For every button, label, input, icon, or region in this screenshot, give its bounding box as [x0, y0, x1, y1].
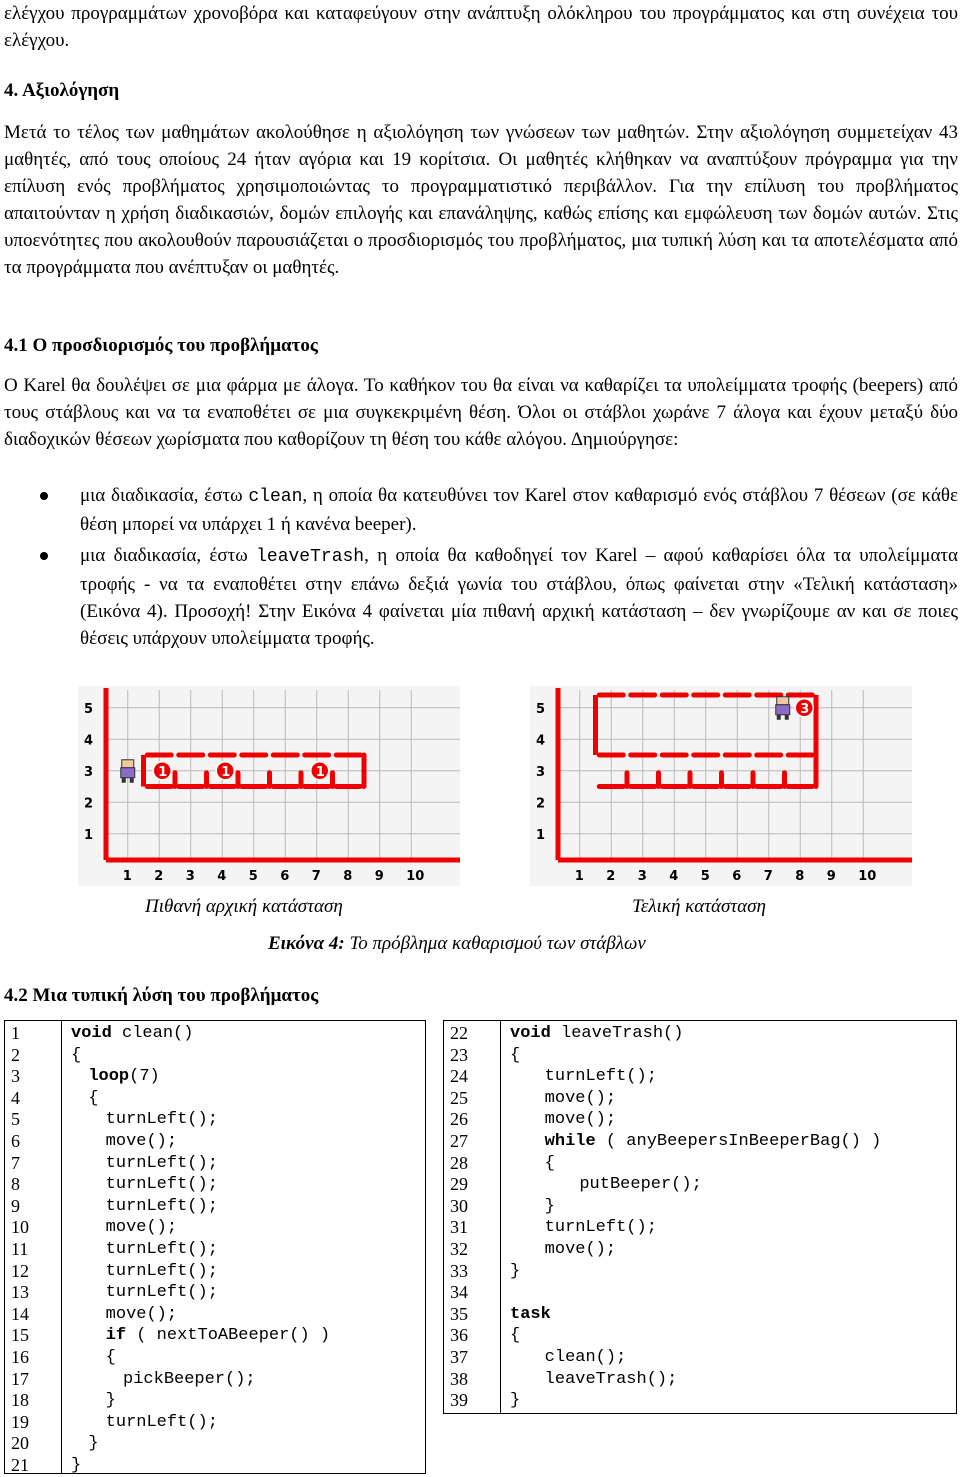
code-text: putBeeper(); [579, 1175, 702, 1195]
code-line [545, 1109, 616, 1131]
line-number: 39 [450, 1390, 468, 1411]
code-line [106, 1261, 218, 1283]
code-line [545, 1196, 555, 1218]
intro-paragraph-tail: ελέγχου προγραμμάτων χρονοβόρα και καταφεύγουν στην ανάπτυξη ολόκληρου του προγράμματος και στη συνέχεια του ελέγχου. [4, 3, 958, 51]
code-line [510, 1325, 520, 1347]
code-text: turnLeft(); [105, 1240, 218, 1259]
code-text: turnLeft(); [105, 1261, 218, 1281]
beeper-count: 1 [221, 764, 231, 780]
line-number: 20 [11, 1433, 29, 1454]
karel-leg [777, 715, 781, 720]
code-text: move(); [105, 1218, 178, 1238]
procedure-list [0, 482, 958, 656]
code-line [88, 1088, 98, 1110]
code-line [88, 1433, 98, 1455]
code-text: pickBeeper(); [123, 1369, 256, 1389]
line-number: 13 [11, 1282, 29, 1303]
line-number: 24 [450, 1066, 468, 1087]
column-label: 10 [406, 869, 425, 884]
figure-caption-text: Το πρόβλημα καθαρισμού των στάβλων [344, 933, 646, 954]
code-text: { [544, 1153, 555, 1173]
code-text: turnLeft(); [105, 1153, 218, 1173]
row-label: 2 [536, 796, 546, 812]
line-number: 8 [11, 1174, 20, 1195]
line-number: 22 [450, 1023, 468, 1043]
line-number: 3 [11, 1066, 20, 1087]
line-number: 7 [11, 1152, 20, 1173]
code-text: clean(); [544, 1348, 627, 1367]
line-number: 6 [11, 1131, 20, 1151]
code-line [579, 1174, 701, 1196]
code-line [106, 1174, 218, 1196]
code-line [510, 1390, 520, 1412]
section-4-1-paragraph: Ο Karel θα δουλέψει σε μια φάρμα με άλογα. Το καθήκον του θα είναι να καθαρίζει τα υπολείμματα τροφής (beepers) από τους στάβλους και να τα εναποθέτει σε μια συγκεκριμένη θέση. Όλοι οι στάβλοι χωράνε 7 άλογα και έχουν μεταξύ δύο διαδοχικών θέσεων χωρίσματα που καθορίζουν τη θέση του κάθε αλόγου. Δημιούργησε: [4, 375, 958, 450]
code-line [545, 1347, 627, 1369]
section-4-heading: 4. Αξιολόγηση [4, 80, 120, 101]
karel-leg [122, 778, 126, 783]
code-line [71, 1045, 81, 1067]
code-line [106, 1325, 330, 1347]
column-label: 8 [795, 869, 805, 884]
code-line [510, 1304, 551, 1326]
line-number: 1 [11, 1023, 20, 1043]
line-number: 30 [450, 1195, 468, 1216]
code-text: clean() [111, 1024, 194, 1043]
line-number: 31 [450, 1217, 468, 1238]
code-text: } [510, 1391, 521, 1411]
column-label: 5 [700, 869, 710, 884]
bullet-dot-icon [40, 492, 48, 500]
code-line [123, 1369, 256, 1391]
code-line [106, 1196, 218, 1218]
line-number: 35 [450, 1303, 468, 1324]
row-label: 2 [84, 796, 94, 812]
code-line [106, 1390, 116, 1412]
code-keyword: void [510, 1024, 551, 1043]
column-label: 3 [185, 869, 195, 884]
code-line [106, 1282, 218, 1304]
line-number: 21 [11, 1455, 29, 1475]
code-text: turnLeft(); [105, 1283, 218, 1303]
section-4-paragraph: Μετά το τέλος των μαθημάτων ακολούθησε η αξιολόγηση των γνώσεων των μαθητών. Στην αξιολόγηση συμμετείχαν 43 μαθητές, από τους οποίους 24 ήταν αγόρια και 19 κορίτσια. Οι μαθητές κλήθηκαν να αναπτύξουν πρόγραμμα για την επίλυση ενός προβλήματος χρησιμοποιώντας το προγραμματιστικό περιβάλλον. Για την επίλυση του προβλήματος απαιτούνταν η χρήση διαδικασιών, δομών επιλογής και επανάληψης, καθώς επίσης και εμφώλευση των δομών αυτών. Στις υποενότητες που ακολουθούν παρουσιάζεται ο προσδιορισμός του προβλήματος, μια τυπική λύση και τα αποτελέσματα από τα προγράμματα που ανέπτυξαν οι μαθητές. [4, 122, 958, 278]
column-label: 4 [217, 869, 227, 884]
line-number: 29 [450, 1174, 468, 1195]
code-keyword: while [544, 1132, 596, 1151]
code-text: turnLeft(); [105, 1196, 218, 1216]
line-number: 19 [11, 1411, 29, 1432]
line-number: 32 [450, 1239, 468, 1259]
karel-head [122, 760, 134, 768]
column-label: 1 [574, 869, 584, 884]
line-number: 38 [450, 1368, 468, 1389]
code-keyword: void [71, 1024, 112, 1043]
column-label: 7 [763, 869, 773, 884]
row-label: 4 [536, 733, 546, 749]
row-label: 4 [84, 733, 94, 749]
code-text: move(); [105, 1132, 178, 1151]
code-line [106, 1153, 218, 1175]
line-number: 27 [450, 1131, 468, 1151]
code-line [545, 1217, 657, 1239]
column-label: 10 [858, 869, 877, 884]
code-line [106, 1131, 177, 1153]
code-text: leaveTrash(); [544, 1369, 678, 1389]
code-text: ( nextToABeeper() ) [126, 1326, 331, 1346]
column-label: 3 [637, 869, 647, 884]
line-number: 36 [450, 1325, 468, 1346]
code-line [510, 1261, 520, 1283]
code-text: { [510, 1045, 521, 1065]
karel-world-final [530, 686, 912, 886]
line-number: 14 [11, 1303, 29, 1324]
code-block-clean [4, 1020, 426, 1474]
figure-caption-label: Εικόνα 4: [268, 933, 345, 954]
line-number: 34 [450, 1282, 468, 1303]
code-text: } [88, 1434, 99, 1454]
code-line [106, 1239, 218, 1261]
code-text: (7) [129, 1067, 160, 1087]
row-label: 5 [84, 701, 94, 717]
code-text: move(); [544, 1240, 617, 1259]
karel-head [777, 697, 789, 705]
bullet-clean: μια διαδικασία, έστω clean, η οποία θα κατευθύνει τον Karel στον καθαρισμό ενός στάβλου 7 θέσεων (σε κάθε θέση μπορεί να υπάρχει 1 ή κανένα beeper). [0, 482, 958, 538]
column-label: 4 [669, 869, 679, 884]
code-line [106, 1217, 177, 1239]
row-label: 5 [536, 701, 546, 717]
column-label: 9 [826, 869, 836, 884]
karel-body [776, 705, 790, 715]
line-number: 11 [11, 1239, 29, 1259]
line-number: 15 [11, 1325, 29, 1346]
code-line [88, 1066, 159, 1088]
line-number: 4 [11, 1087, 20, 1108]
line-number: 17 [11, 1368, 29, 1389]
code-keyword: task [510, 1304, 551, 1324]
code-line [106, 1304, 177, 1326]
line-number: 23 [450, 1044, 468, 1065]
code-text: { [71, 1045, 82, 1065]
line-number: 18 [11, 1390, 29, 1411]
code-text: } [71, 1456, 82, 1475]
karel-body [121, 768, 135, 778]
code-text: move(); [544, 1088, 617, 1108]
caption-initial-state: Πιθανή αρχική κατάσταση [145, 896, 343, 917]
code-line [71, 1455, 81, 1477]
karel-leg [130, 778, 134, 783]
row-label: 3 [536, 764, 546, 780]
line-number: 12 [11, 1260, 29, 1281]
code-text: } [544, 1196, 555, 1216]
line-number: 16 [11, 1347, 29, 1367]
column-label: 6 [732, 869, 742, 884]
bullet-leavetrash: μια διαδικασία, έστω leaveTrash, η οποία θα καθοδηγεί τον Karel – αφού καθαρίσει όλα τα υπολείμματα τροφής - να τα εναποθέτει στην επάνω δεξιά γωνία του στάβλου, όπως φαίνεται στην «Τελική κατάσταση» (Εικόνα 4). Προσοχή! Στην Εικόνα 4 φαίνεται μία πιθανή αρχική κατάσταση – δεν γνωρίζουμε αν και σε ποιες θέσεις υπάρχουν υπολείμματα τροφής. [0, 542, 958, 652]
code-line [545, 1369, 678, 1391]
code-line [106, 1347, 116, 1369]
code-line [545, 1131, 882, 1153]
bullet-dot-icon [40, 552, 48, 560]
karel-leg [785, 715, 789, 720]
column-label: 5 [248, 869, 258, 884]
code-text: { [510, 1326, 521, 1346]
column-label: 1 [122, 869, 132, 884]
code-text: turnLeft(); [544, 1067, 657, 1087]
line-number: 37 [450, 1347, 468, 1367]
caption-final-state: Τελική κατάσταση [632, 896, 766, 917]
line-number: 33 [450, 1260, 468, 1281]
code-keyword: loop [88, 1067, 130, 1087]
code-line [545, 1239, 616, 1261]
code-text: turnLeft(); [544, 1218, 657, 1238]
row-label: 3 [84, 764, 94, 780]
row-label: 1 [84, 827, 94, 843]
code-text: move(); [105, 1304, 178, 1324]
section-4-2-heading: 4.2 Μια τυπική λύση του προβλήματος [4, 985, 319, 1006]
karel-world-initial [78, 686, 460, 886]
column-label: 6 [280, 869, 290, 884]
column-label: 2 [606, 869, 616, 884]
row-label: 1 [536, 827, 546, 843]
line-number: 9 [11, 1195, 20, 1216]
code-text: { [88, 1088, 99, 1108]
line-number: 26 [450, 1109, 468, 1130]
code-text: { [105, 1348, 116, 1367]
code-text: turnLeft(); [105, 1175, 218, 1195]
code-line [106, 1412, 218, 1434]
code-text: move(); [544, 1110, 617, 1130]
code-line [545, 1066, 657, 1088]
code-text: } [510, 1261, 521, 1281]
code-line [510, 1045, 520, 1067]
code-text: turnLeft(); [105, 1110, 218, 1130]
code-leavetrash: leaveTrash [256, 547, 365, 567]
beeper-count: 1 [158, 764, 168, 780]
code-line [545, 1088, 616, 1110]
code-block-leavetrash [443, 1020, 957, 1414]
line-number: 2 [11, 1044, 20, 1065]
code-line [71, 1023, 193, 1045]
code-clean: clean [248, 487, 303, 507]
line-number: 5 [11, 1109, 20, 1130]
code-line [510, 1023, 683, 1045]
line-number: 28 [450, 1152, 468, 1173]
code-line [106, 1109, 218, 1131]
code-keyword: if [105, 1326, 127, 1346]
column-label: 9 [374, 869, 384, 884]
code-text: turnLeft(); [105, 1412, 218, 1432]
code-text: leaveTrash() [550, 1024, 684, 1043]
beeper-count: 1 [315, 764, 325, 780]
code-line [545, 1153, 555, 1175]
section-4-1-heading: 4.1 Ο προσδιορισμός του προβλήματος [4, 335, 318, 356]
line-number: 10 [11, 1217, 29, 1238]
code-text: } [105, 1391, 116, 1411]
code-text: ( anyBeepersInBeeperBag() ) [595, 1132, 882, 1151]
column-label: 8 [343, 869, 353, 884]
beeper-count: 3 [800, 701, 810, 717]
line-number: 25 [450, 1087, 468, 1108]
column-label: 2 [154, 869, 164, 884]
column-label: 7 [311, 869, 321, 884]
figure-caption [268, 933, 646, 955]
